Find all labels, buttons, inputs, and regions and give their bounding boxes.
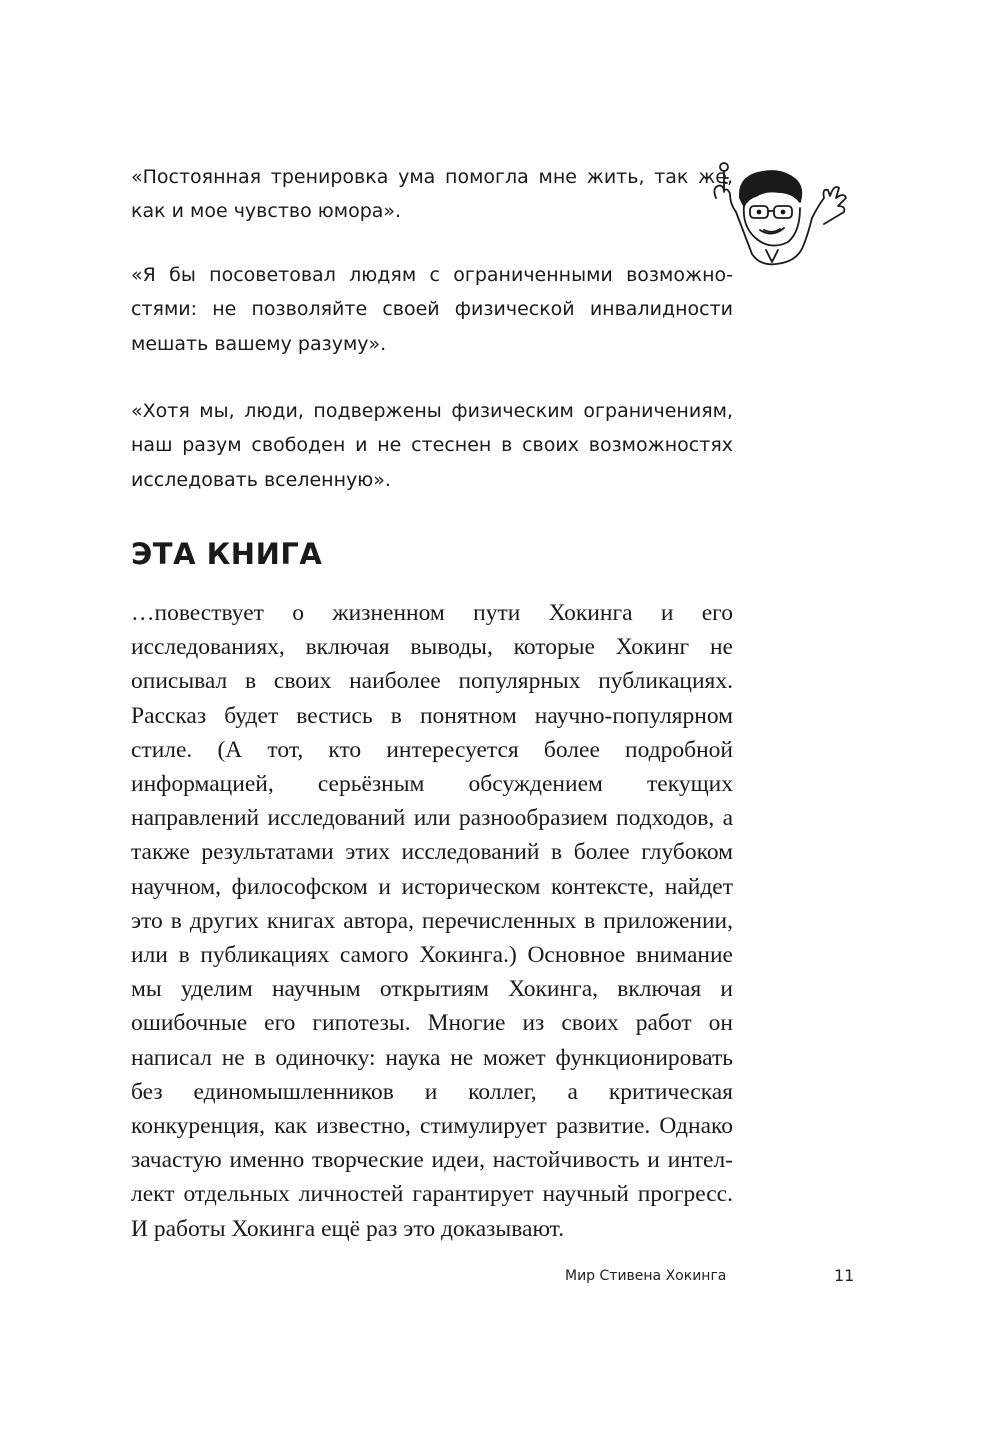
section-body: …повествует о жизненном пути Хокинга и его исследованиях, включая выводы, которые Хокинг не описывал в своих наиболее популярных публикациях. Рассказ будет вестись в понятном научно-популярном стиле. (А тот, кто интересуется более подробной информацией, серьёзным обсуждением текущих направлений исследований или разнообразием подходов, а также результатами этих исследований в более глубоком научном, философском и историческом контексте, найдет это в других книгах автора, перечисленных в приложении, или в публикациях самого Хокинга.) Основное внимание мы уделим научным открытиям Хокинга, включая и ошибочные его гипотезы. Многие из своих работ он написал не в одиночку: наука не может функционировать без единомышленников и коллег, а критическая конкуренция, как известно, стимулирует развитие. Однако зачастую именно творческие идеи, настойчивость и интеллект отдельных личностей гарантирует научный прогресс. И работы Хокинга ещё раз это доказывают.	[131, 600, 733, 1242]
section-title: ЭТА КНИГА	[131, 537, 323, 571]
running-footer-title: Мир Стивена Хокинга	[565, 1268, 727, 1284]
page-number: 11	[834, 1266, 855, 1285]
quote-disability-advice: «Я бы посоветовал людям с ограниченными возможностями: не позволяйте своей физической инвалидности мешать вашему разуму».	[131, 264, 733, 355]
quote-free-mind: «Хотя мы, люди, подвержены физическим ограничениям, наш разум свободен и не стеснен в своих возможностях исследовать вселенную».	[131, 400, 733, 491]
quote-mind-training: «Постоянная тренировка ума помогла мне жить, так же, как и мое чувство юмора».	[131, 166, 733, 223]
hawking-caricature-icon	[700, 158, 850, 270]
